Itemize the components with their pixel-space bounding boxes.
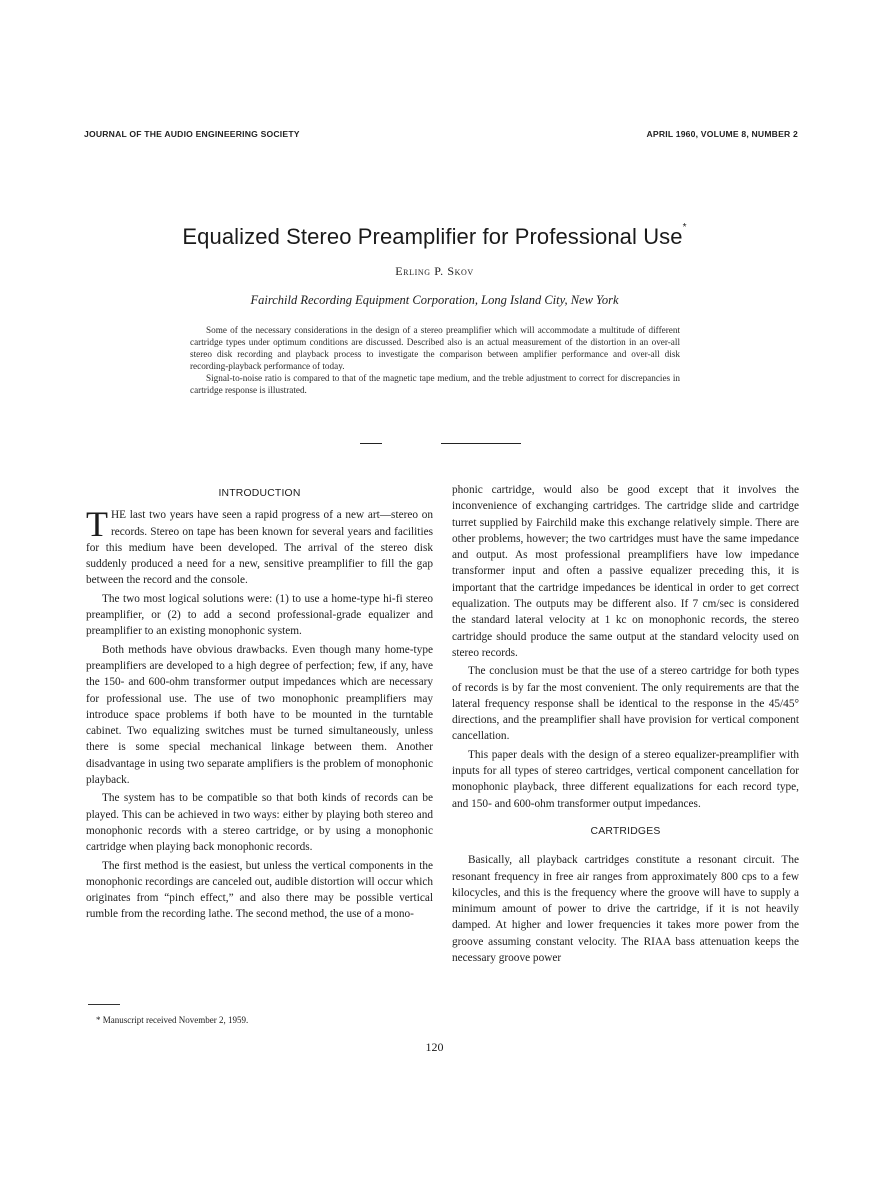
intro-paragraph-5: The first method is the easiest, but unless the vertical components in the monophonic recordings are canceled out, audible distortion will occur which originates from “pinch effect,” and also there may be possible vertical rumble from the recording lathe. The second method, the use of a mono- xyxy=(86,859,433,921)
journal-name: JOURNAL OF THE AUDIO ENGINEERING SOCIETY xyxy=(84,129,300,139)
page-number: 120 xyxy=(425,1040,444,1054)
author-affiliation: Fairchild Recording Equipment Corporation, Long Island City, New York xyxy=(250,293,619,307)
author-name: Erling P. Skov xyxy=(395,264,474,278)
intro-paragraph-7: The conclusion must be that the use of a stereo cartridge for both types of records is by far the most convenient. The only requirements are that the lateral frequency response shall be identical to the response in the 45/45° directions, and the preamplifier shall have provision for vertical component cancellation. xyxy=(452,665,799,743)
intro-paragraph-6: phonic cartridge, would also be good except that it involves the inconvenience of exchanging cartridges. The cartridge slide and cartridge turret supplied by Fairchild make this exchange relatively simple. There are other problems, however; the two cartridges must have the same impedance and output. As most professional preamplifiers have low impedance transformer input and often a passive equalizer preceding this, it is important that the cartridge impedances be identical in order to get correct equalization. The outputs may be different also. If 7 cm/sec is considered the standard lateral velocity at 1 kc on monophonic records, the stereo cartridge should produce the same output at the standard velocity used on stereo records. xyxy=(452,484,799,659)
section-heading-introduction: INTRODUCTION xyxy=(218,488,301,499)
article-title xyxy=(0,224,869,250)
intro-paragraph-4: The system has to be compatible so that both kinds of records can be played. This can be achieved in two ways: either by playing both stereo and monophonic records with a stereo cartridge, or by using a monophonic cartridge when playing back monophonic records. xyxy=(86,792,433,854)
footnote-rule xyxy=(88,1004,120,1005)
left-column xyxy=(86,486,433,925)
abstract-paragraph: Some of the necessary considerations in the design of a stereo preamplifier which will accommodate a multitude of different cartridge types under optimum conditions are discussed. Described also is an actual measurement of the distortion in an over-all stereo disk recording and playback process to investigate the comparison between amplifier performance and over-all disk recording-playback performance of today. xyxy=(190,325,680,371)
intro-paragraph-3: Both methods have obvious drawbacks. Even though many home-type preamplifiers are developed to a high degree of perfection; few, if any, have the 150- and 600-ohm transformer output impedances which are necessary for professional use. The use of two monophonic preamplifiers may introduce space problems if both have to be mounted in the turntable cabinet. Two equalizing switches must be turned simultaneously, unless there is some special mechanical linkage between them. Another disadvantage in using two separate amplifiers is the problem of monophonic playback. xyxy=(86,643,433,787)
intro-paragraph-2: The two most logical solutions were: (1) to use a home-type hi-fi stereo preamplifier, or (2) to add a second professional-grade equalizer and preamplifier to an existing monophonic system. xyxy=(86,592,433,638)
abstract-paragraph: Signal-to-noise ratio is compared to that of the magnetic tape medium, and the treble adjustment to correct for discrepancies in cartridge response is illustrated. xyxy=(190,372,680,395)
footnote: * Manuscript received November 2, 1959. xyxy=(96,1015,249,1025)
cartridges-paragraph-1: Basically, all playback cartridges constitute a resonant circuit. The resonant frequency in free air ranges from approximately 800 cps to a few kilocycles, and this is the frequency where the groove will have to supply a minimum amount of power to drive the cartridge, if it is not heavily damped. At higher and lower frequencies it takes more power from the groove assuming constant velocity. The RIAA bass attenuation keeps the necessary groove power xyxy=(452,854,799,965)
right-column xyxy=(452,482,799,968)
section-divider-short xyxy=(360,443,382,444)
drop-cap: T xyxy=(86,504,108,545)
abstract xyxy=(190,325,680,396)
intro-paragraph-1-text: HE last two years have seen a rapid progress of a new art—stereo on records. Stereo on tape has been known for several years and facilities for this medium have been developed. The arrival of the stereo disk suddenly produced a need for a new, sensitive preamplifier to fill the gap between the record and the console. xyxy=(86,509,433,587)
section-divider-long xyxy=(441,443,521,444)
issue-info: APRIL 1960, VOLUME 8, NUMBER 2 xyxy=(646,129,798,139)
intro-paragraph-8: This paper deals with the design of a stereo equalizer-preamplifier with inputs for all types of stereo cartridges, vertical component cancellation for monophonic playback, three different equalizations for each record type, and 150- and 600-ohm transformer output impedances. xyxy=(452,748,799,810)
intro-paragraph-1 xyxy=(86,504,433,588)
article-title-text: Equalized Stereo Preamplifier for Professional Use xyxy=(182,224,683,249)
section-heading-cartridges: CARTRIDGES xyxy=(590,825,661,837)
title-footnote-mark: * xyxy=(682,222,687,233)
